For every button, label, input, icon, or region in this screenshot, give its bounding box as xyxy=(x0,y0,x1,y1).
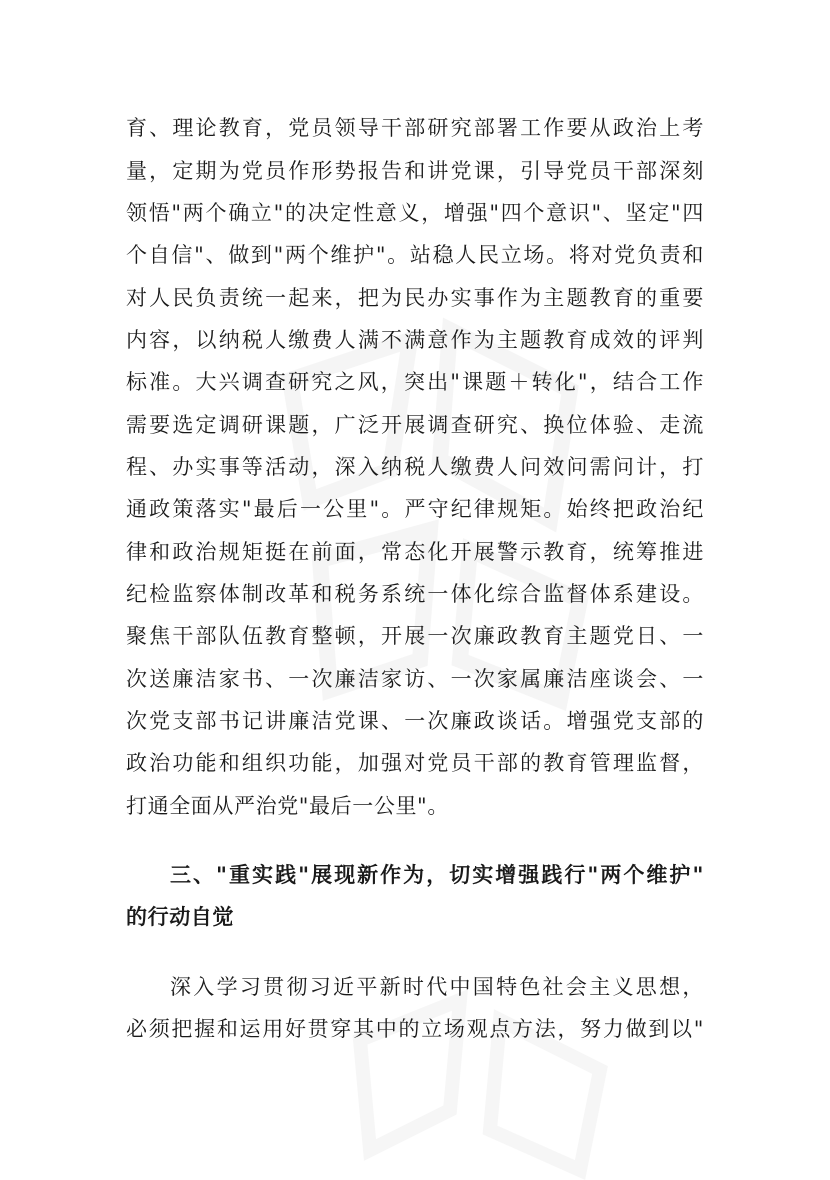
paragraph-line: 个自信"、做到"两个维护"。站稳人民立场。将对党负责和 xyxy=(126,243,704,267)
paragraph-line: 深入学习贯彻习近平新时代中国特色社会主义思想， xyxy=(170,975,704,999)
paragraph-line: 需要选定调研课题，广泛开展调查研究、换位体验、走流 xyxy=(126,413,704,437)
section-heading-line1: 三、"重实践"展现新作为，切实增强践行"两个维护" xyxy=(170,863,704,887)
paragraph-line: 育、理论教育，党员领导干部研究部署工作要从政治上考 xyxy=(126,116,704,140)
paragraph-line: 通政策落实"最后一公里"。严守纪律规矩。始终把政治纪 xyxy=(126,497,704,521)
paragraph-line: 对人民负责统一起来，把为民办实事作为主题教育的重要 xyxy=(126,286,704,310)
paragraph-line: 律和政治规矩挺在前面，常态化开展警示教育，统筹推进 xyxy=(126,540,704,564)
section-heading-line2: 的行动自觉 xyxy=(126,905,234,929)
paragraph-line: 必须把握和运用好贯穿其中的立场观点方法，努力做到以" xyxy=(126,1017,704,1041)
paragraph-line: 纪检监察体制改革和税务系统一体化综合监督体系建设。 xyxy=(126,582,704,606)
paragraph-line: 次送廉洁家书、一次廉洁家访、一次家属廉洁座谈会、一 xyxy=(126,667,704,691)
paragraph-line-last: 打通全面从严治党"最后一公里"。 xyxy=(126,794,449,818)
paragraph-line: 领悟"两个确立"的决定性意义，增强"四个意识"、坚定"四 xyxy=(126,201,704,225)
paragraph-line: 量，定期为党员作形势报告和讲党课，引导党员干部深刻 xyxy=(126,159,704,183)
paragraph-line: 次党支部书记讲廉洁党课、一次廉政谈话。增强党支部的 xyxy=(126,709,704,733)
paragraph-line: 政治功能和组织功能，加强对党员干部的教育管理监督， xyxy=(126,751,704,775)
paragraph-line: 聚焦干部队伍教育整顿，开展一次廉政教育主题党日、一 xyxy=(126,624,704,648)
paragraph-line: 内容，以纳税人缴费人满不满意作为主题教育成效的评判 xyxy=(126,328,704,352)
paragraph-line: 标准。大兴调查研究之风，突出"课题＋转化"，结合工作 xyxy=(126,370,704,394)
paragraph-line: 程、办实事等活动，深入纳税人缴费人问效问需问计，打 xyxy=(126,455,704,479)
watermark-logo-lower xyxy=(330,980,630,1180)
